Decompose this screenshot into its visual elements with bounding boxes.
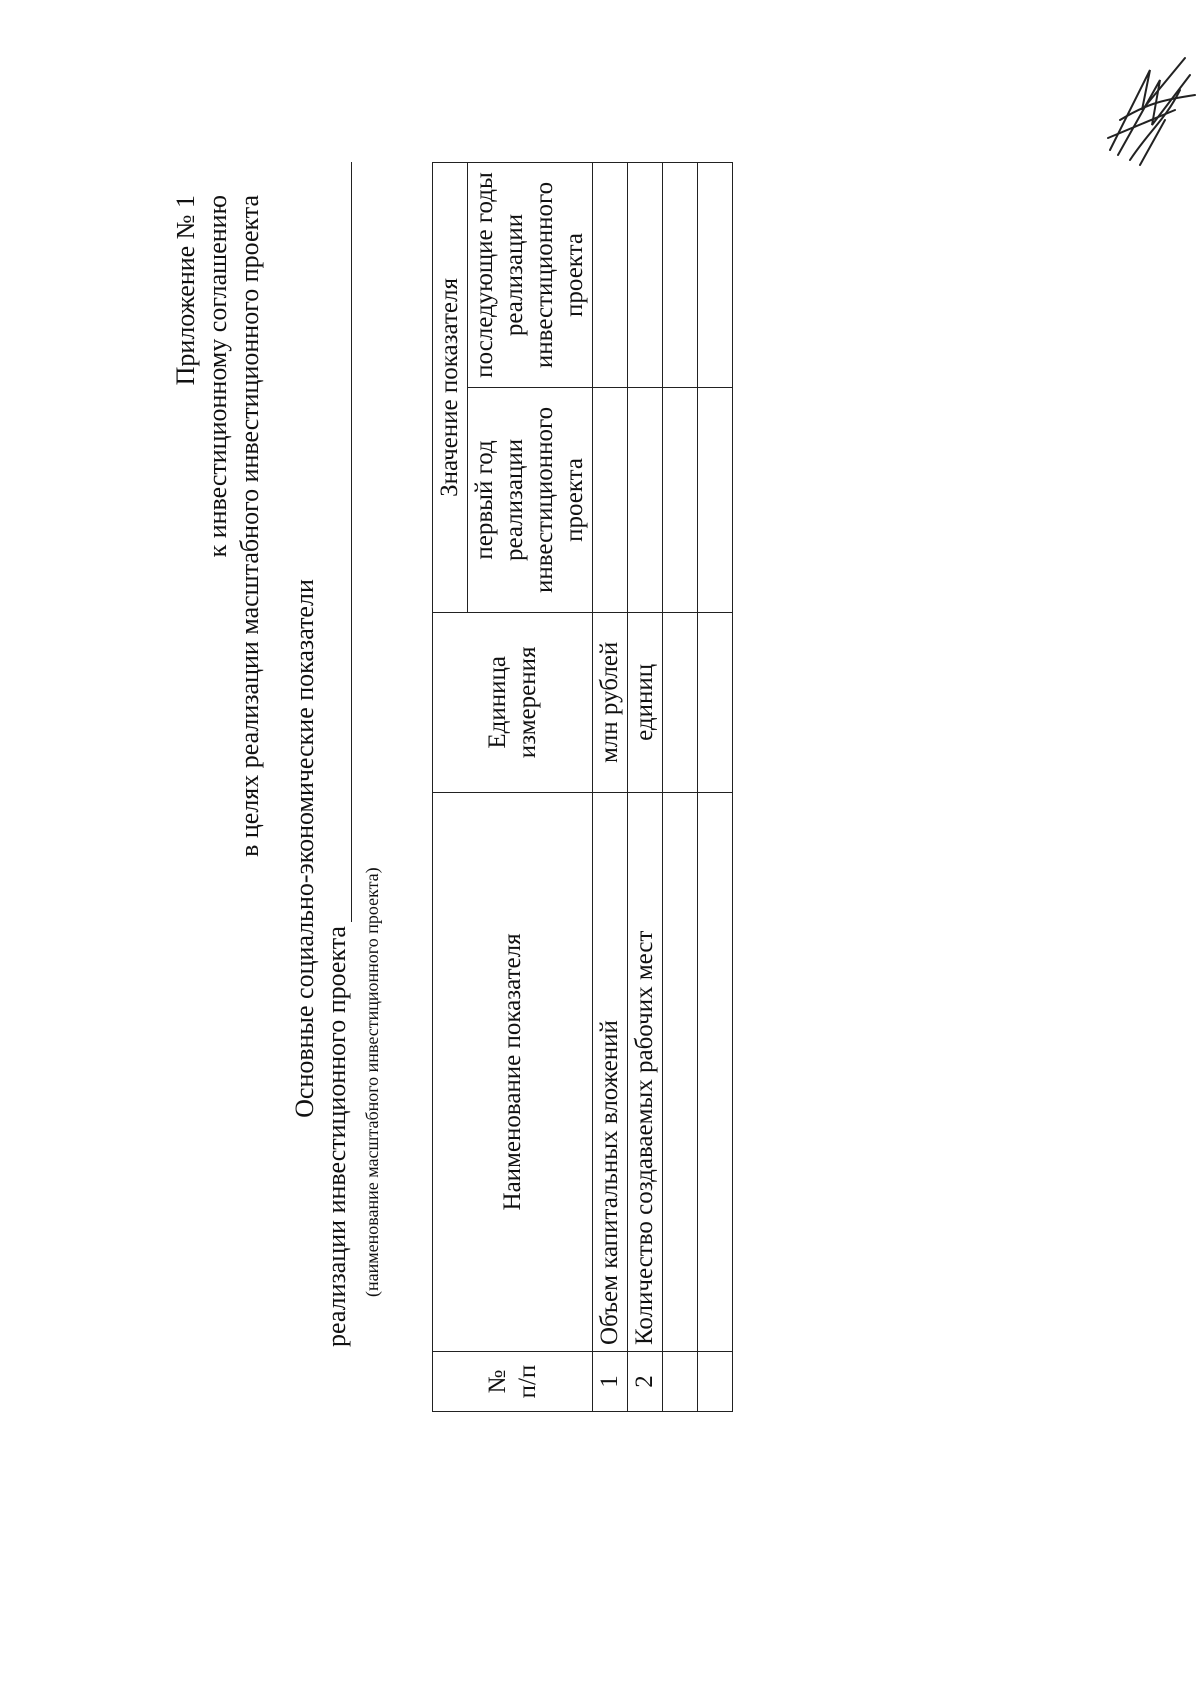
appendix-header: [170, 195, 266, 857]
table-row: [698, 163, 733, 1412]
indicators-table: [432, 162, 733, 1412]
header-first-year: первый год реализации инвестиционного проекта: [468, 387, 593, 612]
cell-name: [698, 792, 733, 1351]
appendix-line-3: в целях реализации масштабного инвестиционного проекта: [235, 195, 264, 857]
project-name-hint: (наименование масштабного инвестиционного проекта): [362, 867, 382, 1297]
cell-next-years: [628, 163, 663, 388]
header-name: Наименование показателя: [433, 792, 593, 1351]
cell-next-years: [593, 163, 628, 388]
table-row: [663, 163, 698, 1412]
signature-mark: [1090, 50, 1200, 170]
table-row: [593, 163, 628, 1412]
cell-first-year: [663, 387, 698, 612]
cell-name: [663, 792, 698, 1351]
project-name-blank-line: [325, 162, 352, 922]
cell-unit: млн рублей: [593, 612, 628, 792]
header-num: № п/п: [433, 1352, 593, 1412]
cell-num: 2: [628, 1352, 663, 1412]
cell-name: Объем капитальных вложений: [593, 792, 628, 1351]
cell-num: [663, 1352, 698, 1412]
document-subtitle: реализации инвестиционного проекта: [322, 926, 351, 1347]
cell-num: 1: [593, 1352, 628, 1412]
cell-num: [698, 1352, 733, 1412]
header-next-years: последующие годы реализации инвестиционного проекта: [468, 163, 593, 388]
subtitle-row: [322, 162, 352, 1347]
cell-unit: [663, 612, 698, 792]
table-row: [628, 163, 663, 1412]
cell-first-year: [698, 387, 733, 612]
cell-first-year: [628, 387, 663, 612]
cell-next-years: [663, 163, 698, 388]
cell-first-year: [593, 387, 628, 612]
header-value-group: Значение показателя: [433, 163, 468, 613]
appendix-line-1: Приложение № 1: [171, 195, 200, 386]
document-title: Основные социально-экономические показатели: [290, 579, 319, 1118]
cell-unit: [698, 612, 733, 792]
cell-unit: единиц: [628, 612, 663, 792]
header-unit: Единица измерения: [433, 612, 593, 792]
cell-name: Количество создаваемых рабочих мест: [628, 792, 663, 1351]
cell-next-years: [698, 163, 733, 388]
appendix-line-2: к инвестиционному соглашению: [203, 195, 232, 558]
